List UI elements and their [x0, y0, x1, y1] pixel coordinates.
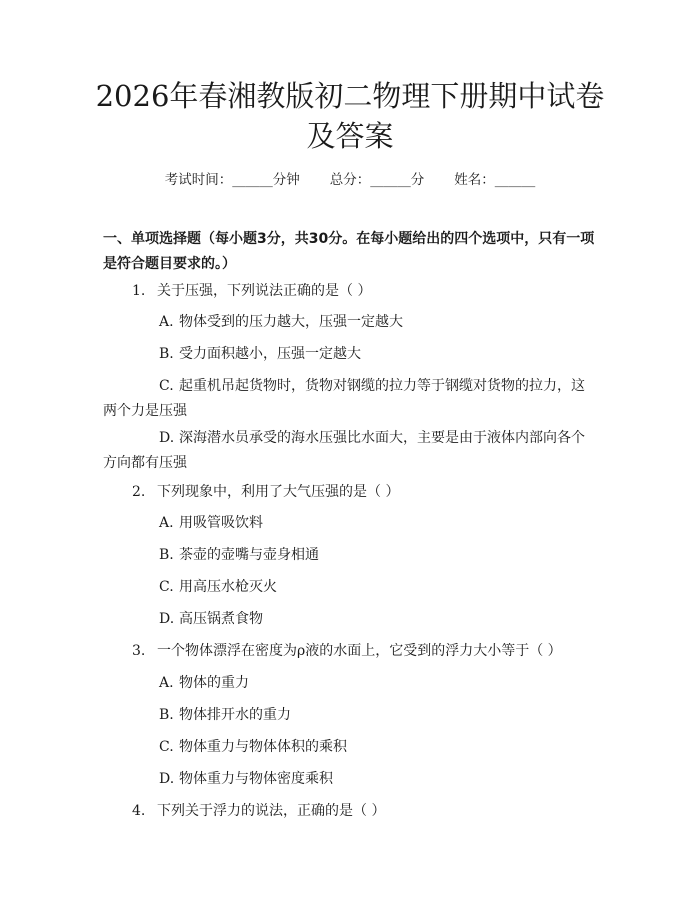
option-text: 物体重力与物体体积的乘积	[179, 739, 347, 755]
question-number: 1.	[132, 283, 146, 299]
option-1c	[103, 374, 595, 424]
time-unit: 分钟	[272, 172, 300, 188]
option-1a	[103, 310, 595, 335]
question-text: 关于压强，下列说法正确的是（ ）	[157, 283, 372, 299]
option-letter: B.	[159, 547, 174, 563]
option-letter: A.	[159, 314, 174, 330]
option-letter: D.	[159, 430, 175, 446]
question-number: 3.	[132, 643, 146, 659]
option-text: 物体排开水的重力	[179, 707, 291, 723]
question-text: 一个物体漂浮在密度为ρ液的水面上，它受到的浮力大小等于（ ）	[157, 643, 562, 659]
option-letter: B.	[159, 707, 174, 723]
question-1	[132, 279, 595, 303]
score-blank: ______	[370, 172, 411, 188]
question-number: 2.	[132, 484, 146, 500]
question-text: 下列现象中，利用了大气压强的是（ ）	[157, 484, 400, 500]
option-text: 高压锅煮食物	[179, 611, 263, 627]
option-2a	[103, 511, 595, 536]
option-letter: C.	[159, 739, 174, 755]
option-3d	[103, 767, 595, 792]
option-text: 用高压水枪灭火	[179, 579, 277, 595]
score-label: 总分：	[329, 172, 371, 188]
option-letter: B.	[159, 346, 174, 362]
exam-meta	[0, 168, 700, 188]
option-text: 物体受到的压力越大，压强一定越大	[179, 314, 403, 330]
option-2d	[103, 607, 595, 632]
option-3b	[103, 703, 595, 728]
question-3	[132, 639, 595, 663]
score-unit: 分	[410, 172, 425, 188]
option-letter: A.	[159, 675, 174, 691]
option-letter: A.	[159, 515, 174, 531]
option-letter: C.	[159, 378, 174, 394]
option-1b	[103, 342, 595, 367]
option-letter: D.	[159, 611, 175, 627]
page-title: 2026年春湘教版初二物理下册期中试卷及答案	[95, 79, 605, 153]
option-text: 用吸管吸饮料	[179, 515, 263, 531]
question-4	[132, 799, 595, 823]
option-text: 物体的重力	[179, 675, 249, 691]
option-text: 茶壶的壶嘴与壶身相通	[179, 547, 319, 563]
question-text: 下列关于浮力的说法，正确的是（ ）	[157, 803, 386, 819]
time-blank: ______	[232, 172, 273, 188]
question-2	[132, 480, 595, 504]
option-text: 深海潜水员承受的海水压强比水面大，主要是由于液体内部向各个方向都有压强	[103, 430, 585, 471]
option-3c	[103, 735, 595, 760]
option-text: 受力面积越小，压强一定越大	[179, 346, 361, 362]
name-label: 姓名：	[454, 172, 495, 188]
option-3a	[103, 671, 595, 696]
option-text: 起重机吊起货物时，货物对钢缆的拉力等于钢缆对货物的拉力，这两个力是压强	[103, 378, 585, 419]
section-heading: 一、单项选择题（每小题3分，共30分。在每小题给出的四个选项中，只有一项是符合题目要求的。）	[103, 231, 595, 272]
option-1d	[103, 426, 595, 476]
option-2c	[103, 575, 595, 600]
time-label: 考试时间：	[164, 172, 233, 188]
question-number: 4.	[132, 803, 146, 819]
option-text: 物体重力与物体密度乘积	[179, 771, 333, 787]
name-blank: ______	[494, 172, 536, 188]
option-letter: C.	[159, 579, 174, 595]
option-2b	[103, 543, 595, 568]
option-letter: D.	[159, 771, 175, 787]
